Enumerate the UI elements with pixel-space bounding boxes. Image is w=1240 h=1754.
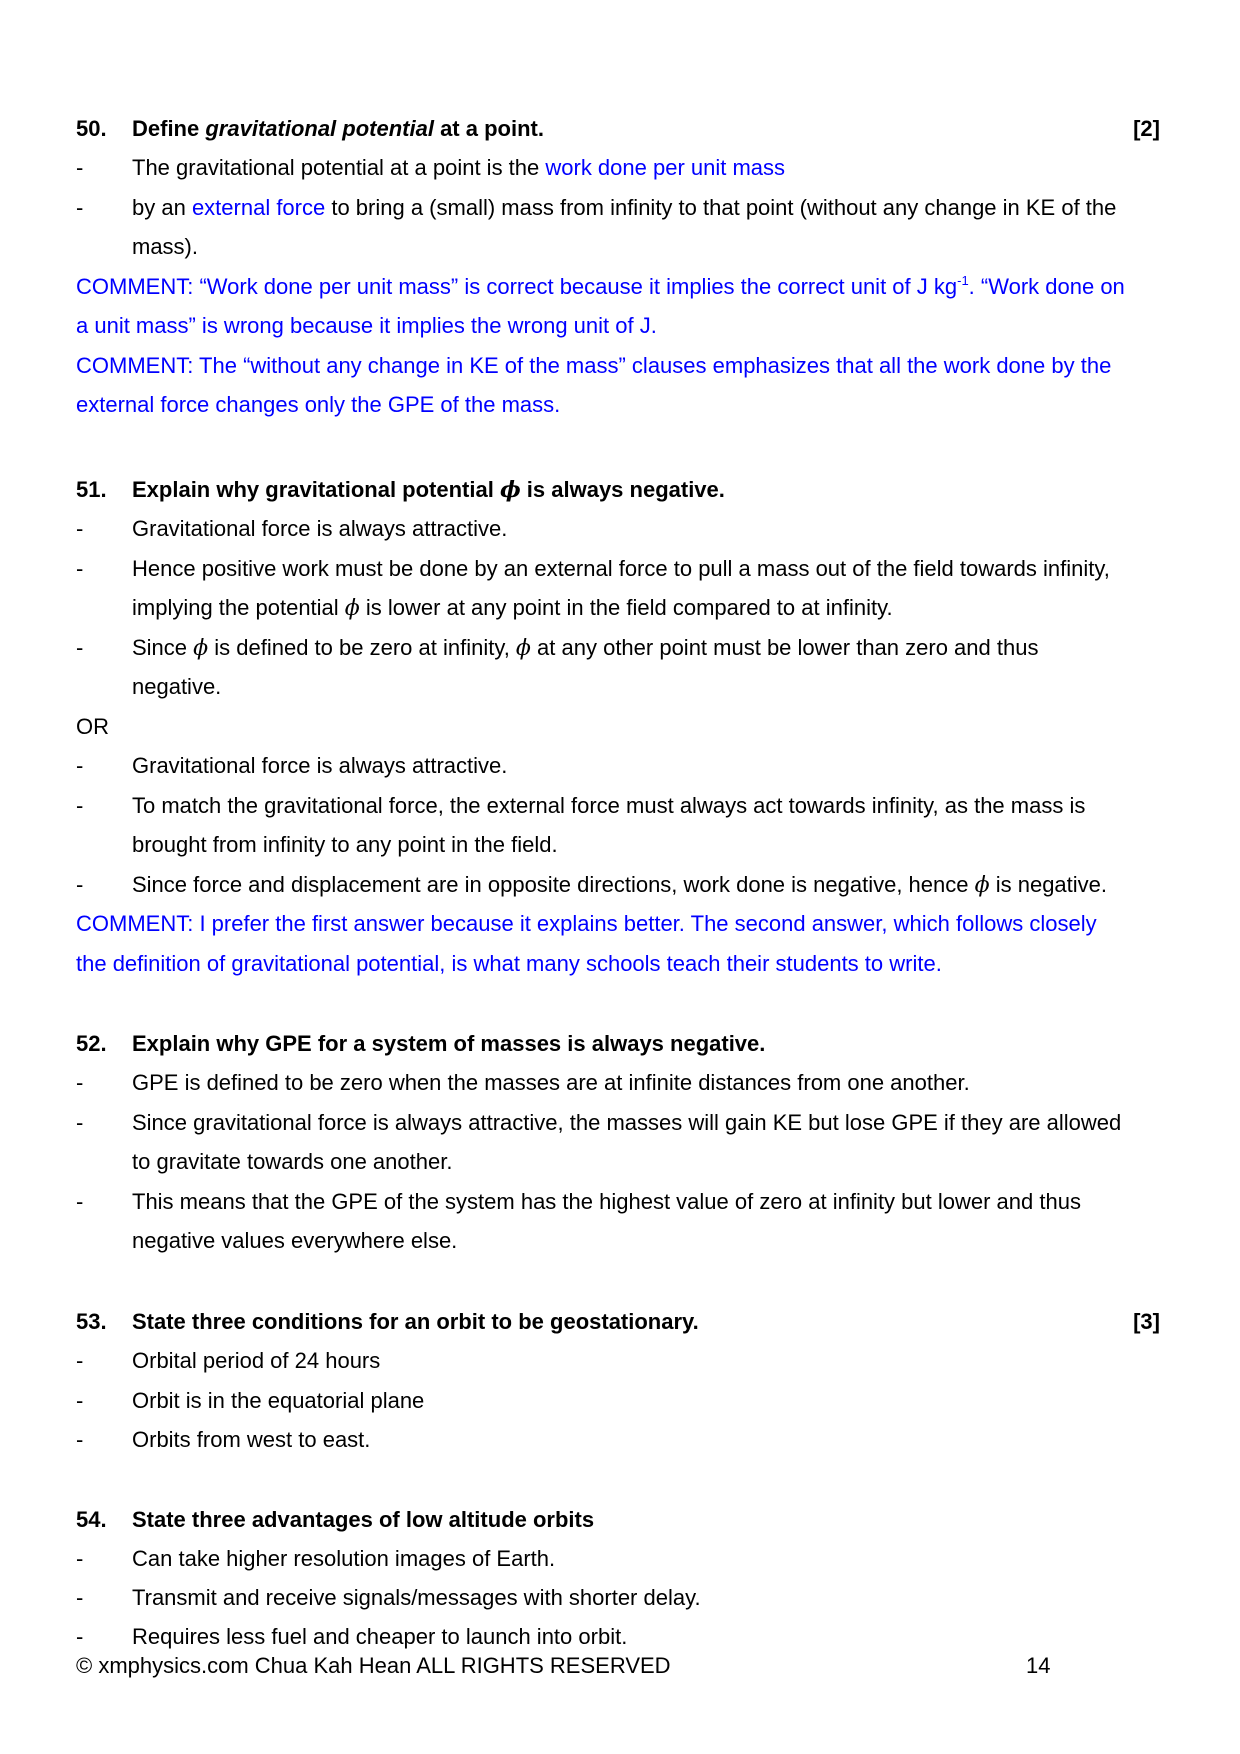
comment: the definition of gravitational potential, is what many schools teach their students to write.: [76, 951, 942, 976]
answer-bullet: - Since ϕ is defined to be zero at infinity, ϕ at any other point must be lower than zero and thus: [76, 628, 1170, 668]
answer-bullet: - Gravitational force is always attractive.: [76, 746, 1170, 786]
q50-heading: [76, 109, 1170, 149]
or-separator: OR: [76, 714, 109, 739]
answer-continuation: brought from infinity to any point in the field.: [132, 832, 558, 857]
comment: COMMENT: “Work done per unit mass” is correct because it implies the correct unit of J $kg^{-1}$. “Work done on: [76, 273, 1125, 299]
bullet-dash: -: [76, 516, 84, 541]
bullet-dash: -: [76, 1624, 84, 1649]
bullet-dash: -: [76, 872, 84, 897]
question-title: State three conditions for an orbit to be geostationary.: [132, 1309, 699, 1334]
bullet-dash: -: [76, 1070, 84, 1095]
q54-heading: [76, 1500, 1170, 1540]
bullet-dash: -: [76, 556, 84, 581]
answer-continuation: negative values everywhere else.: [132, 1228, 458, 1253]
answer-bullet: - Transmit and receive signals/messages with shorter delay.: [76, 1578, 1170, 1618]
marks-badge: [2]: [1133, 116, 1160, 141]
answer-bullet: - GPE is defined to be zero when the masses are at infinite distances from one another.: [76, 1063, 1170, 1103]
answer-bullet: - Gravitational force is always attractive.: [76, 509, 1170, 549]
answer-bullet: - Can take higher resolution images of Earth.: [76, 1539, 1170, 1579]
bullet-dash: -: [76, 1585, 84, 1610]
answer-bullet: - Orbit is in the equatorial plane: [76, 1381, 1170, 1421]
bullet-dash: -: [76, 793, 84, 818]
answer-bullet: - Orbits from west to east.: [76, 1420, 1170, 1460]
highlight-text: work done per unit mass: [545, 155, 786, 180]
answer-bullet: - To match the gravitational force, the external force must always act towards infinity, as the mass is: [76, 786, 1170, 826]
comment: a unit mass” is wrong because it implies the wrong unit of J.: [76, 313, 657, 338]
q51-heading: [76, 470, 1170, 510]
question-title: Explain why GPE for a system of masses is always negative.: [132, 1031, 766, 1056]
question-number: 54.: [76, 1507, 107, 1532]
answer-bullet: - This means that the GPE of the system has the highest value of zero at infinity but lower and thus: [76, 1182, 1170, 1222]
question-number: 50.: [76, 116, 107, 141]
bullet-dash: -: [76, 1110, 84, 1135]
q53-heading: [76, 1302, 1170, 1342]
bullet-dash: -: [76, 195, 84, 220]
bullet-dash: -: [76, 1388, 84, 1413]
answer-bullet: - Hence positive work must be done by an external force to pull a mass out of the field towards infinity,: [76, 549, 1170, 589]
footer-copyright: © xmphysics.com Chua Kah Hean ALL RIGHTS RESERVED: [76, 1653, 671, 1678]
answer-bullet: - Since gravitational force is always attractive, the masses will gain KE but lose GPE if they are allowed: [76, 1103, 1170, 1143]
highlight-text: external force: [191, 195, 326, 220]
comment: COMMENT: The “without any change in KE of the mass” clauses emphasizes that all the work done by the: [76, 353, 1112, 378]
answer-bullet: - The gravitational potential at a point is the work done per unit mass: [76, 148, 1170, 188]
bullet-dash: -: [76, 635, 84, 660]
marks-badge: [3]: [1133, 1309, 1160, 1334]
bullet-dash: -: [76, 753, 84, 778]
bullet-dash: -: [76, 155, 84, 180]
question-number: 52.: [76, 1031, 107, 1056]
answer-continuation: to gravitate towards one another.: [132, 1149, 453, 1174]
comment: external force changes only the GPE of the mass.: [76, 392, 561, 417]
page-number: 14: [1026, 1653, 1051, 1678]
q52-heading: [76, 1024, 1170, 1064]
answer-bullet: - Orbital period of 24 hours: [76, 1341, 1170, 1381]
comment: COMMENT: I prefer the first answer because it explains better. The second answer, which follows closely: [76, 911, 1097, 936]
question-number: 53.: [76, 1309, 107, 1334]
answer-continuation: implying the potential ϕ is lower at any point in the field compared to at infinity.: [132, 595, 893, 621]
bullet-dash: -: [76, 1546, 84, 1571]
bullet-dash: -: [76, 1348, 84, 1373]
question-title: Explain why gravitational potential ϕ is always negative.: [132, 477, 725, 503]
answer-bullet: - Requires less fuel and cheaper to launch into orbit.: [76, 1617, 1170, 1657]
bullet-dash: -: [76, 1427, 84, 1452]
answer-continuation: mass).: [132, 234, 198, 259]
answer-continuation: negative.: [132, 674, 222, 699]
answer-bullet: - Since force and displacement are in opposite directions, work done is negative, hence ϕ is negative.: [76, 865, 1170, 905]
question-number: 51.: [76, 477, 107, 502]
question-title: State three advantages of low altitude orbits: [132, 1507, 595, 1532]
question-title: Define gravitational potential at a point.: [132, 116, 544, 141]
bullet-dash: -: [76, 1189, 84, 1214]
answer-bullet: - by an external force to bring a (small) mass from infinity to that point (without any change in KE of the: [76, 188, 1170, 228]
